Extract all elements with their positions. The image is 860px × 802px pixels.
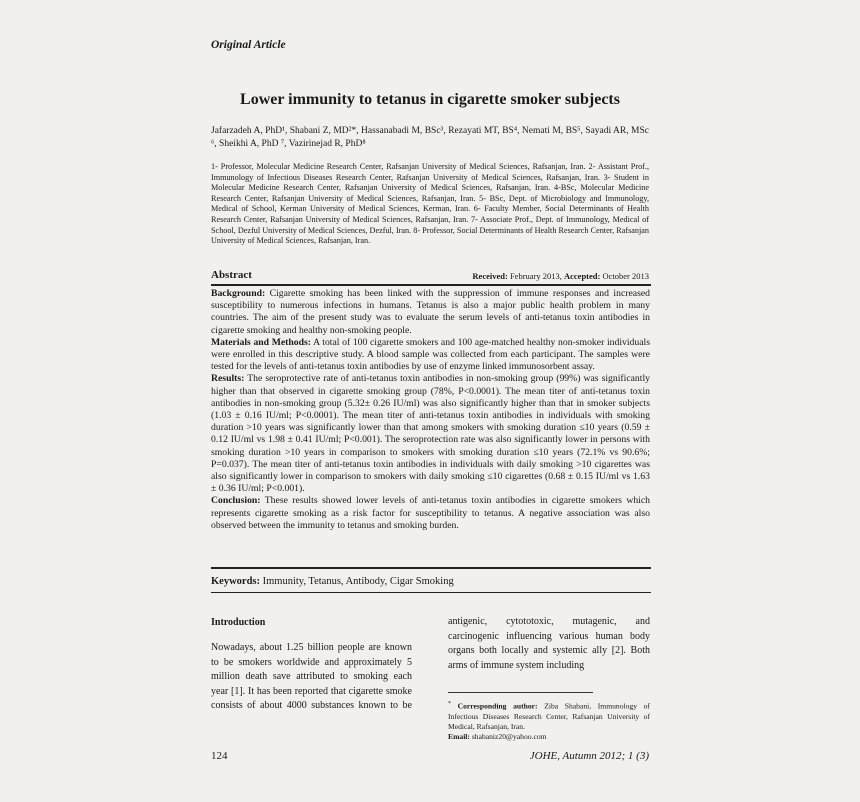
abstract-methods: [211, 337, 650, 374]
background-text: Cigarette smoking has been linked with the suppression of immune responses and increased susceptibility to numerous infections in humans. Tetanus is also a major public health problem in many countries. The aim of the present study was to evaluate the serum levels of anti-tetanus toxin antibodies in cigarette smoking and healthy non-smoking people.: [211, 288, 650, 336]
abstract-body: [211, 288, 650, 532]
methods-text: A total of 100 cigarette smokers and 100 age-matched healthy non-smoker individuals were enrolled in this descriptive study. A blood sample was collected from each participant. The samples were tested for the levels of anti-tetanus toxin antibodies by use of enzyme linked immunosorbent assay.: [211, 336, 651, 373]
keywords: [211, 576, 651, 587]
abstract-results: [211, 373, 650, 495]
introduction-left-column: Nowadays, about 1.25 billion people are known to be smokers worldwide and approximately 5 million death save attributed to smoking each year [1]. It has been reported that cigarette smoke consists of about 4000 substances known to be: [211, 642, 412, 712]
methods-label: Materials and Methods:: [211, 336, 312, 348]
page-number: 124: [211, 750, 228, 762]
abstract-background: [211, 288, 650, 337]
abstract-bottom-rule: [211, 567, 651, 569]
introduction-right-column: antigenic, cytototoxic, mutagenic, and carcinogenic influencing various human body organs both locally and systemic ally [2]. Both arms of immune system including: [448, 616, 650, 671]
keywords-rule: [211, 592, 651, 593]
introduction-heading: Introduction: [211, 617, 266, 628]
keywords-text: Immunity, Tetanus, Antibody, Cigar Smoking: [262, 576, 454, 587]
background-label: Background:: [211, 288, 266, 299]
keywords-label: Keywords:: [211, 576, 260, 587]
footnote-text: Ziba Shabani, Immunology of Infectious Diseases Research Center, Rafsanjan University of Medical, Rafsanjan, Iran.: [448, 701, 650, 731]
article-type: Original Article: [211, 39, 286, 51]
results-label: Results:: [211, 373, 245, 385]
abstract-header: [211, 269, 649, 283]
footnote-rule: [448, 692, 593, 693]
footnote-label: Corresponding author:: [457, 701, 538, 711]
conclusion-text: These results showed lower levels of anti-tetanus toxin antibodies in cigarette smokers which represents cigarette smoking as a risk factor for susceptibility to tetanus. A negative association was also observed between the immunity to tetanus and smoking burden.: [211, 495, 651, 531]
accepted-date: October 2013: [602, 271, 649, 281]
abstract-dates: [472, 271, 649, 281]
received-date: February 2013,: [509, 271, 562, 281]
received-label: Received:: [472, 271, 508, 281]
affiliations: 1- Professor, Molecular Medicine Research Center, Rafsanjan University of Medical Sciences, Rafsanjan, Iran. 2- Assistant Prof., Immunology of Infectious Diseases Research Center, Rafsanjan University of Medical Sciences, Rafsanjan, Iran. 3- Student in Molecular Medicine Research Center, Rafsanjan University of Medical Sciences, Rafsanjan, Iran. 4-BSc, Molecular Medicine Research Center, Rafsanjan University of Medical Sciences, Rafsanjan, Iran. 5- BSc, Dept. of Microbiology and Immunology, Medical of School, Kerman University of Medical Sciences, Kerman, Iran. 6- Faculty Member, Social Determinants of Health Research Center, Rafsanjan University of Medical Sciences, Rafsanjan, Iran. 7- Associate Prof., Dept. of Immunology, Medical of School, Dezful University of Medical Sciences, Dezful, Iran. 8- Professor, Social Determinants of Health Research Center, Rafsanjan University of Medical Sciences, Rafsanjan, Iran.: [211, 162, 649, 246]
accepted-label: Accepted:: [564, 271, 601, 281]
paper-title: Lower immunity to tetanus in cigarette smoker subjects: [240, 91, 620, 108]
abstract-label: Abstract: [211, 269, 252, 281]
results-text: The seroprotective rate of anti-tetanus toxin antibodies in non-smoking group (99%) was significantly higher than that observed in cigarette smoking group (78%, P<0.0001). The mean titer of anti-tetanus toxin antibodies in non-smoking group (5.32± 0.26 IU/ml) was also significantly higher than that in smoker subjects (1.03 ± 0.16 IU/ml; P<0.0001). The mean titer of anti-tetanus toxin antibodies in individuals with smoking duration >10 years was significantly lower than that among smokers with smoking duration ≤10 years (0.59 ± 0.12 IU/ml vs 1.98 ± 0.41 IU/ml; P<0.001). The seroprotection rate was also significantly lower in persons with smoking duration >10 years in comparison to smokers with smoking duration ≤10 years (72.1% vs 90.6%; P=0.037). The mean titer of anti-tetanus toxin antibodies in individuals with daily smoking >10 cigarettes was also significantly lower in comparison to smokers with daily smoking ≤10 cigarettes (0.68 ± 0.15 IU/ml vs 1.63 ± 0.36 IU/ml; P<0.001).: [211, 373, 650, 495]
author-list: Jafarzadeh A, PhD¹, Shabani Z, MD²*, Hassanabadi M, BSc³, Rezayati MT, BS⁴, Nemati M, BS⁵, Sayadi AR, MSc ⁶, Sheikhi A, PhD ⁷, Vazirinejad R, PhD⁸: [211, 126, 649, 149]
footnote-marker: *: [448, 701, 451, 707]
corresponding-author-footnote: [448, 699, 650, 742]
abstract-top-rule: [211, 284, 651, 286]
email-address: shabaniz20@yahoo.com: [471, 731, 547, 741]
journal-citation: JOHE, Autumn 2012; 1 (3): [529, 750, 649, 762]
conclusion-label: Conclusion:: [211, 495, 261, 507]
email-label: Email:: [448, 731, 470, 741]
abstract-conclusion: [211, 495, 650, 532]
